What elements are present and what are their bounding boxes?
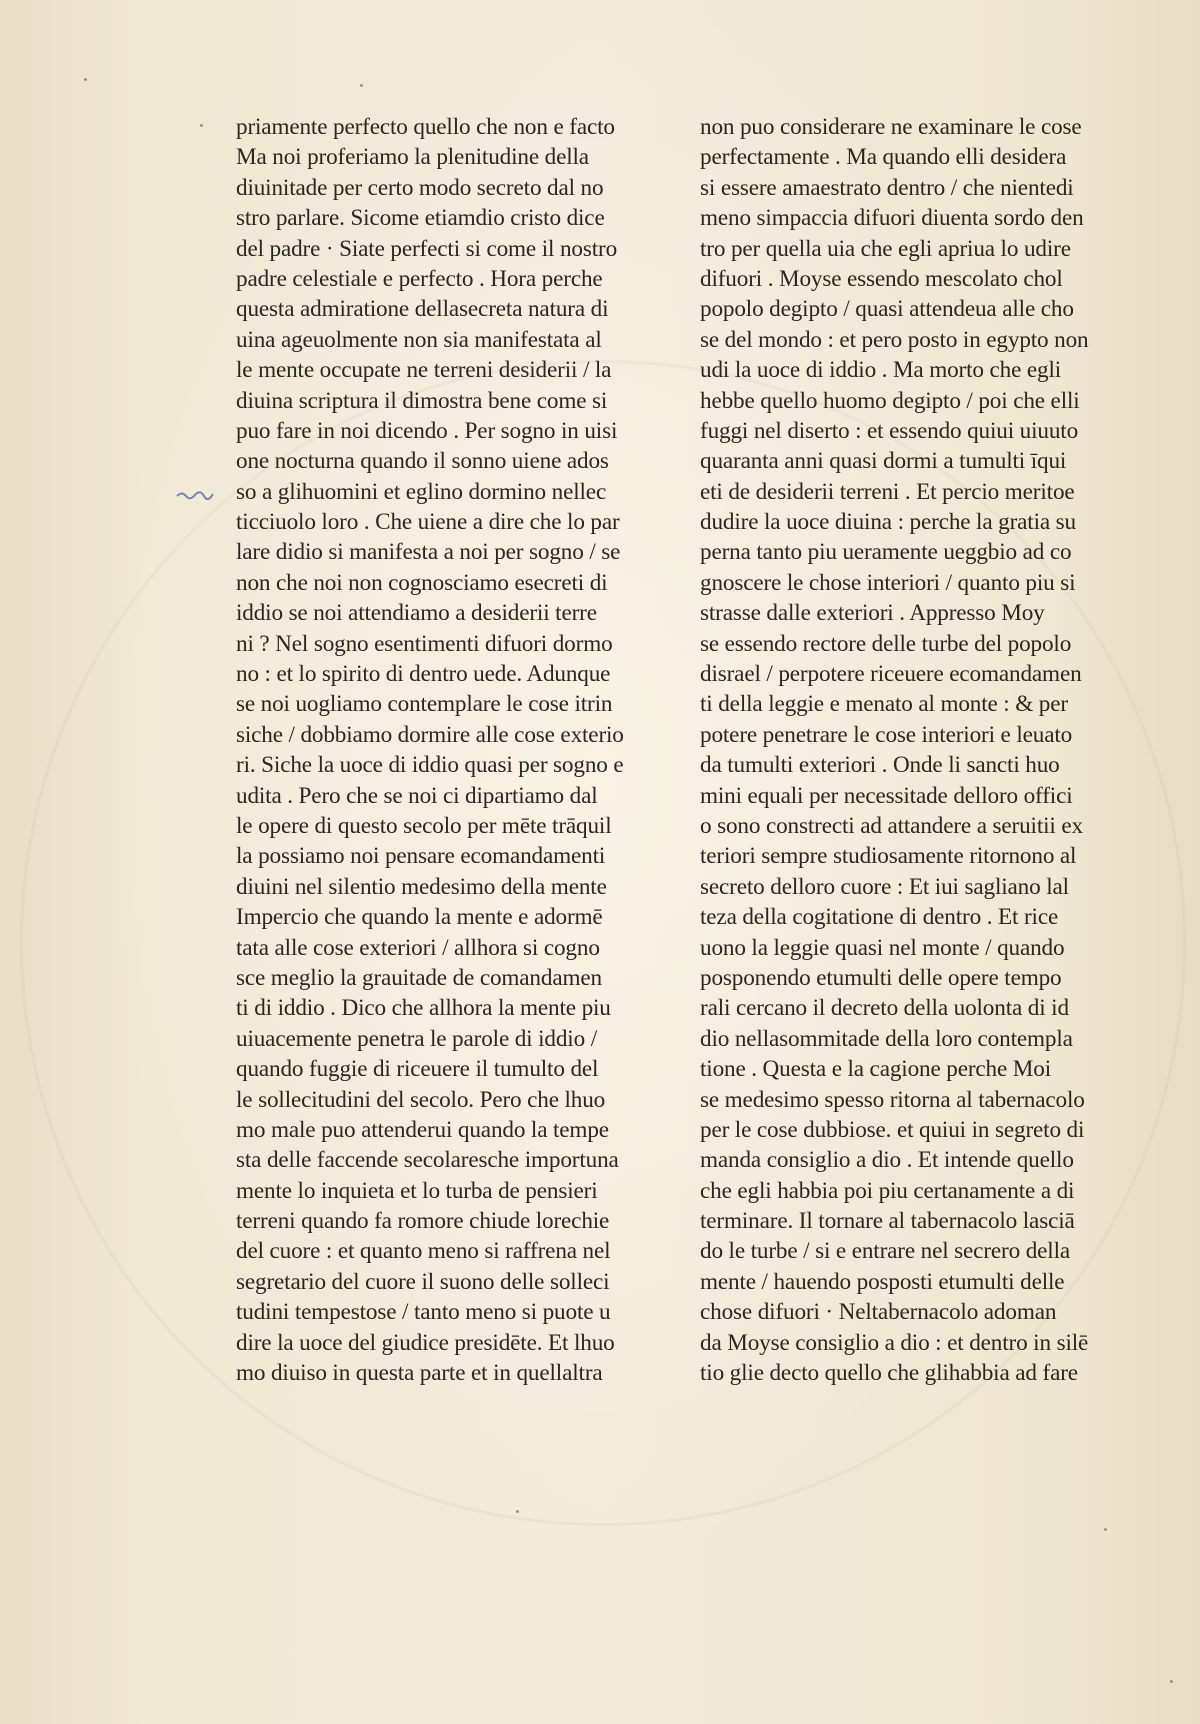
text-line: si essere amaestrato dentro / che nientedi: [700, 174, 1074, 201]
right-text-column: [700, 112, 1134, 1388]
text-line: del cuore : et quanto meno si raffrena nel: [236, 1238, 611, 1265]
text-line: quaranta anni quasi dormi a tumulti īqui: [700, 448, 1067, 475]
text-line: do le turbe / si e entrare nel secrero della: [700, 1238, 1071, 1265]
text-line: Impercio che quando la mente e adormē: [236, 904, 603, 931]
text-line: terminare. Il tornare al tabernacolo lasciā: [700, 1208, 1075, 1235]
text-line: potere penetrare le cose interiori e leuato: [700, 721, 1073, 748]
text-line: disrael / perpotere riceuere ecomandamen: [700, 661, 1082, 688]
text-line: manda consiglio a dio . Et intende quello: [700, 1147, 1074, 1174]
text-line: no : et lo spirito di dentro uede. Adunque: [236, 661, 611, 688]
text-line: quando fuggie di riceuere il tumulto del: [236, 1056, 599, 1083]
text-line: ri. Siche la uoce di iddio quasi per sogno e: [236, 752, 624, 779]
margin-annotation-mark: [176, 490, 214, 500]
text-line: ti della leggie e menato al monte : & per: [700, 691, 1068, 718]
text-line: non puo considerare ne examinare le cose: [700, 114, 1082, 140]
text-line: mente / hauendo posposti etumulti delle: [700, 1268, 1065, 1295]
ink-speck: [1104, 1528, 1107, 1531]
text-line: tata alle cose exteriori / allhora si cogno: [236, 934, 600, 961]
text-line: le opere di questo secolo per mēte trāquil: [236, 812, 612, 839]
text-line: la possiamo noi pensare ecomandamenti: [236, 843, 606, 870]
text-line: le sollecitudini del secolo. Pero che lhuo: [236, 1086, 606, 1113]
text-line: Ma noi proferiamo la plenitudine della: [236, 144, 589, 171]
text-line: tro per quella uia che egli apriua lo udire: [700, 235, 1071, 262]
text-line: eti de desiderii terreni . Et percio meritoe: [700, 478, 1075, 505]
text-line: non che noi non cognosciamo esecreti di: [236, 569, 608, 596]
text-line: se noi uogliamo contemplare le cose itrin: [236, 691, 613, 718]
text-line: iddio se noi attendiamo a desiderii terre: [236, 600, 597, 627]
ink-speck: [84, 78, 87, 81]
text-line: diuina scriptura il dimostra bene come si: [236, 387, 608, 414]
text-line: mente lo inquieta et lo turba de pensieri: [236, 1177, 598, 1204]
text-line: tione . Questa e la cagione perche Moi: [700, 1056, 1051, 1083]
text-line: sta delle faccende secolaresche importuna: [236, 1147, 619, 1174]
text-line: teriori sempre studiosamente ritornono al: [700, 843, 1077, 870]
text-line: sce meglio la grauitade de comandamen: [236, 964, 602, 991]
text-line: udi la uoce di iddio . Ma morto che egli: [700, 357, 1062, 384]
text-line: siche / dobbiamo dormire alle cose exterio: [236, 721, 624, 748]
text-line: se del mondo : et pero posto in egypto non: [700, 326, 1089, 353]
text-line: questa admiratione dellasecreta natura di: [236, 296, 609, 323]
text-line: se medesimo spesso ritorna al tabernacolo: [700, 1086, 1085, 1113]
text-line: padre celestiale e perfecto . Hora perche: [236, 265, 603, 292]
text-line: diuinitade per certo modo secreto dal no: [236, 174, 604, 201]
text-line: one nocturna quando il sonno uiene ados: [236, 448, 609, 475]
text-line: perfectamente . Ma quando elli desidera: [700, 144, 1067, 171]
text-line: teza della cogitatione di dentro . Et rice: [700, 904, 1059, 931]
text-line: da Moyse consiglio a dio : et dentro in silē: [700, 1329, 1089, 1356]
ink-speck: [360, 84, 363, 87]
text-line: se essendo rectore delle turbe del popolo: [700, 630, 1072, 657]
text-line: stro parlare. Sicome etiamdio cristo dice: [236, 205, 605, 232]
text-line: terreni quando fa romore chiude lorechie: [236, 1208, 610, 1235]
text-line: ni ? Nel sogno esentimenti difuori dormo: [236, 630, 613, 657]
text-line: uina ageuolmente non sia manifestata al: [236, 326, 602, 353]
text-line: uono la leggie quasi nel monte / quando: [700, 934, 1065, 961]
text-line: secreto delloro cuore : Et iui sagliano lal: [700, 873, 1069, 900]
text-line: uiuacemente penetra le parole di iddio /: [236, 1025, 597, 1052]
text-line: priamente perfecto quello che non e facto: [236, 114, 615, 140]
text-line: so a glihuomini et eglino dormino nellec: [236, 478, 607, 505]
text-line: le mente occupate ne terreni desiderii / la: [236, 357, 612, 384]
text-line: meno simpaccia difuori diuenta sordo den: [700, 205, 1084, 232]
ink-speck: [200, 124, 203, 127]
text-line: puo fare in noi dicendo . Per sogno in uisi: [236, 417, 618, 444]
text-line: tio glie decto quello che glihabbia ad fare: [700, 1360, 1078, 1387]
text-line: posponendo etumulti delle opere tempo: [700, 964, 1062, 991]
ink-speck: [1170, 1680, 1173, 1683]
text-line: del padre · Siate perfecti si come il nostro: [236, 235, 618, 262]
text-line: chose difuori · Neltabernacolo adoman: [700, 1299, 1057, 1326]
text-line: che egli habbia poi piu certanamente a di: [700, 1177, 1075, 1204]
text-line: mini equali per necessitade delloro offici: [700, 782, 1073, 809]
text-line: dire la uoce del giudice presidēte. Et lhuo: [236, 1329, 615, 1356]
left-text-column: [236, 112, 660, 1388]
text-line: tudini tempestose / tanto meno si puote u: [236, 1299, 611, 1326]
text-line: per le cose dubbiose. et quiui in segreto di: [700, 1116, 1085, 1143]
text-line: perna tanto piu ueramente ueggbio ad co: [700, 539, 1072, 566]
text-line: mo diuiso in questa parte et in quellaltra: [236, 1360, 603, 1387]
ink-speck: [516, 1510, 519, 1513]
text-line: hebbe quello huomo degipto / poi che elli: [700, 387, 1080, 414]
text-line: rali cercano il decreto della uolonta di id: [700, 995, 1069, 1022]
text-line: fuggi nel diserto : et essendo quiui uiuuto: [700, 417, 1079, 444]
text-line: dudire la uoce diuina : perche la gratia su: [700, 509, 1076, 536]
text-line: da tumulti exteriori . Onde li sancti huo: [700, 752, 1060, 779]
text-line: difuori . Moyse essendo mescolato chol: [700, 265, 1063, 292]
text-line: udita . Pero che se noi ci dipartiamo dal: [236, 782, 598, 809]
text-line: lare didio si manifesta a noi per sogno / se: [236, 539, 621, 566]
text-line: ti di iddio . Dico che allhora la mente piu: [236, 995, 611, 1022]
text-line: strasse dalle exteriori . Appresso Moy: [700, 600, 1045, 627]
text-line: mo male puo attenderui quando la tempe: [236, 1116, 609, 1143]
text-line: dio nellasommitade della loro contempla: [700, 1025, 1073, 1052]
text-line: segretario del cuore il suono delle solleci: [236, 1268, 610, 1295]
text-line: gnoscere le chose interiori / quanto piu si: [700, 569, 1076, 596]
text-line: popolo degipto / quasi attendeua alle cho: [700, 296, 1074, 323]
text-line: diuini nel silentio medesimo della mente: [236, 873, 607, 900]
text-line: ticciuolo loro . Che uiene a dire che lo par: [236, 509, 620, 536]
text-line: o sono constrecti ad attandere a seruitii ex: [700, 812, 1083, 839]
